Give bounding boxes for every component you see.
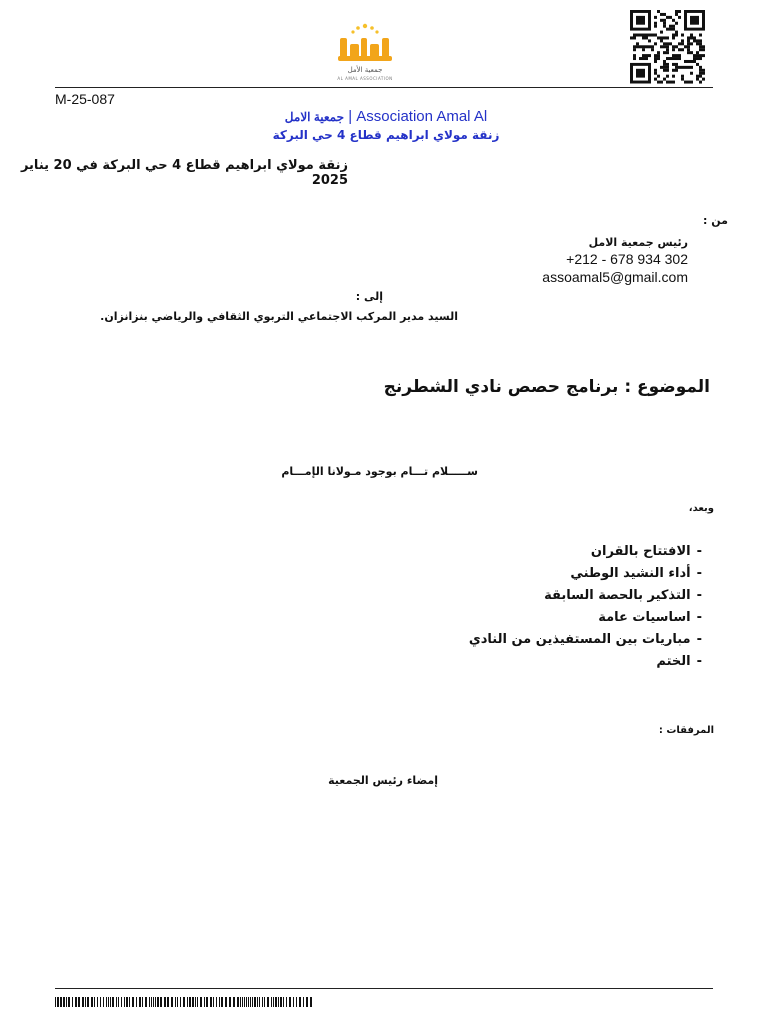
qr-code — [628, 10, 706, 84]
association-name-ar: جمعية الامل — [284, 110, 345, 124]
agenda-item-text: مباريات بين المستفيذين من النادي — [468, 632, 691, 647]
agenda-item — [402, 629, 702, 651]
logo-name-en: AL AMAL ASSOCIATION — [337, 76, 393, 81]
agenda-list — [402, 541, 702, 673]
barcode — [55, 992, 313, 1002]
agenda-item-text: الافتتاح بالقران — [590, 544, 691, 559]
recipient-name: السيد مدير المركب الاجتماعي التربوي الثقافي والرياضي بنزانزان. — [100, 310, 458, 323]
sender-email: assoamal5@gmail.com — [542, 269, 688, 285]
bullet-dash: - — [696, 544, 702, 559]
sender-phone: +212 - 678 934 302 — [566, 251, 688, 267]
attachments-label: المرفقات : — [658, 725, 714, 736]
agenda-item-text: الختم — [656, 654, 691, 669]
agenda-item — [402, 585, 702, 607]
letter-subject: الموضوع : برنامج حصص نادي الشطرنج — [383, 377, 710, 397]
agenda-item — [402, 607, 702, 629]
agenda-item — [402, 541, 702, 563]
recipient-label: إلى : — [355, 290, 383, 303]
signature-label: إمضاء رئيس الجمعية — [328, 774, 438, 787]
agenda-item — [402, 651, 702, 673]
salutation: ســـــلام تـــام بوجود مـولانا الإمـــام — [281, 465, 478, 478]
sender-label: من : — [703, 214, 728, 227]
header-divider — [55, 87, 713, 88]
agenda-item-text: التذكير بالحصة السابقة — [544, 588, 691, 603]
reference-number: M-25-087 — [55, 91, 115, 107]
bullet-dash: - — [696, 588, 702, 603]
association-address: زنقة مولاي ابراهيم قطاع 4 حي البركة — [272, 128, 500, 142]
bullet-dash: - — [696, 610, 702, 625]
agenda-item — [402, 563, 702, 585]
bullet-dash: - — [696, 632, 702, 647]
agenda-item-text: اساسيات عامة — [598, 610, 691, 625]
place-date: زنقة مولاي ابراهيم قطاع 4 حي البركة في 20 يناير 2025 — [20, 158, 348, 188]
agenda-item-text: أداء النشيد الوطني — [570, 566, 691, 581]
bullet-dash: - — [696, 566, 702, 581]
footer-divider — [55, 988, 713, 989]
logo-name-ar: جمعية الأمل — [347, 66, 383, 74]
association-name — [200, 108, 572, 125]
after-greeting: وبعد، — [688, 503, 714, 514]
bullet-dash: - — [696, 654, 702, 669]
sender-name: رئيس جمعية الامل — [588, 236, 688, 249]
association-name-en: Association Amal Al — [356, 108, 488, 125]
association-separator: | — [348, 108, 353, 125]
